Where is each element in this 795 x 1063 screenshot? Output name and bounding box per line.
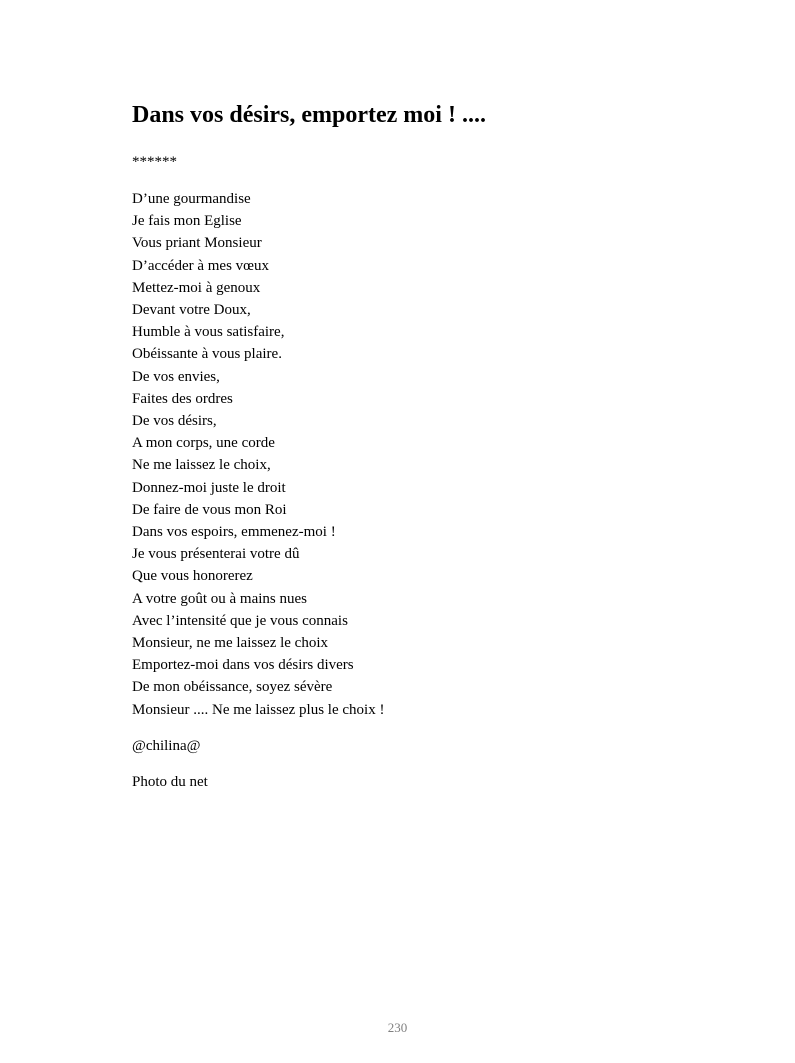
poem-line: Je vous présenterai votre dû (132, 546, 300, 563)
poem-line: Avec l’intensité que je vous connais (132, 612, 348, 629)
poem-line: Emportez-moi dans vos désirs divers (132, 657, 354, 674)
poem-line: Je fais mon Eglise (132, 213, 242, 230)
poem-line: Faites des ordres (132, 390, 233, 407)
poem-line: Dans vos espoirs, emmenez-moi ! (132, 524, 336, 541)
separator-stars: ****** (132, 154, 177, 170)
poem-line: Ne me laissez le choix, (132, 457, 271, 474)
poem-line: A mon corps, une corde (132, 435, 275, 452)
poem-line: De vos envies, (132, 368, 220, 385)
poem-line: Obéissante à vous plaire. (132, 346, 282, 363)
poem-line: Vous priant Monsieur (132, 235, 262, 252)
poem-line: D’accéder à mes vœux (132, 257, 270, 274)
poem-line: Humble à vous satisfaire, (132, 324, 285, 341)
poem-line: Que vous honorerez (132, 568, 253, 585)
poem-line: Devant votre Doux, (132, 302, 251, 319)
poem-line: Monsieur, ne me laissez le choix (132, 635, 329, 652)
poem-line: Mettez-moi à genoux (132, 279, 261, 296)
poem-line: A votre goût ou à mains nues (132, 590, 307, 607)
poem-line: Donnez-moi juste le droit (132, 479, 286, 496)
poem-body (132, 188, 384, 721)
page-number: 230 (387, 1020, 408, 1035)
poem-line: D’une gourmandise (132, 191, 251, 207)
poem-line: Monsieur .... Ne me laissez plus le choix ! (132, 701, 385, 718)
poem-line: De vos désirs, (132, 413, 217, 430)
photo-credit: Photo du net (132, 774, 208, 790)
poem-line: De mon obéissance, soyez sévère (132, 679, 333, 696)
author-signature: @chilina@ (132, 738, 201, 754)
poem-line: De faire de vous mon Roi (132, 501, 287, 518)
poem-title: Dans vos désirs, emportez moi ! .... (132, 102, 486, 128)
